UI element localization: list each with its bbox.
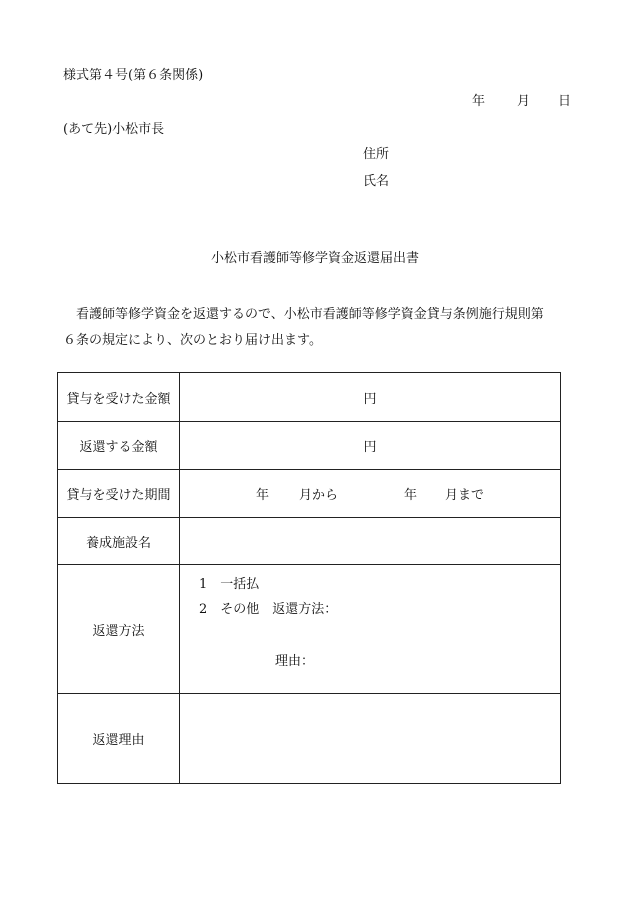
- recipient: (あて先)小松市長: [63, 122, 165, 137]
- body-line-1: 看護師等修学資金を返還するので、小松市看護師等修学資金貸与条例施行規則第: [76, 307, 544, 322]
- table-row: [58, 470, 561, 518]
- loan-amount-label: 貸与を受けた金額: [58, 373, 180, 422]
- form-table: [57, 372, 561, 784]
- method-field[interactable]: [180, 565, 561, 694]
- loan-period-field[interactable]: [180, 470, 561, 518]
- return-reason-field[interactable]: [180, 694, 561, 784]
- facility-field[interactable]: [180, 518, 561, 565]
- method-option-other: 2 その他 返還方法：: [199, 602, 338, 617]
- facility-label: 養成施設名: [58, 518, 180, 565]
- loan-period-label: 貸与を受けた期間: [58, 470, 180, 518]
- period-from-month: 月から: [298, 488, 338, 503]
- method-label: 返還方法: [58, 565, 180, 694]
- period-to-month: 月まで: [445, 488, 485, 503]
- table-row: [58, 373, 561, 422]
- return-amount-field[interactable]: [180, 422, 561, 470]
- date-line: [472, 95, 571, 108]
- body-line-2: ６条の規定により、次のとおり届け出ます。: [63, 333, 322, 348]
- document-title: 小松市看護師等修学資金返還届出書: [210, 251, 419, 266]
- form-number-label: 様式第４号(第６条関係): [63, 68, 204, 83]
- date-month: 月: [517, 94, 531, 109]
- period-from-year: 年: [255, 488, 269, 503]
- loan-amount-unit: 円: [363, 391, 377, 407]
- return-amount-unit: 円: [363, 440, 377, 455]
- table-row: [58, 565, 561, 694]
- loan-amount-field[interactable]: [180, 373, 561, 422]
- table-row: [58, 422, 561, 470]
- method-reason-label: 理由：: [275, 654, 315, 669]
- period-to-year: 年: [404, 488, 418, 503]
- table-row: [58, 694, 561, 784]
- table-row: [58, 518, 561, 565]
- date-day: 日: [558, 94, 572, 109]
- name-label: 氏名: [363, 174, 390, 189]
- method-option-lump-sum: 1 一括払: [199, 577, 260, 592]
- return-amount-label: 返還する金額: [58, 422, 180, 470]
- body-text: [63, 302, 578, 354]
- address-label: 住所: [363, 147, 390, 162]
- return-reason-label: 返還理由: [58, 694, 180, 784]
- date-year: 年: [472, 94, 486, 109]
